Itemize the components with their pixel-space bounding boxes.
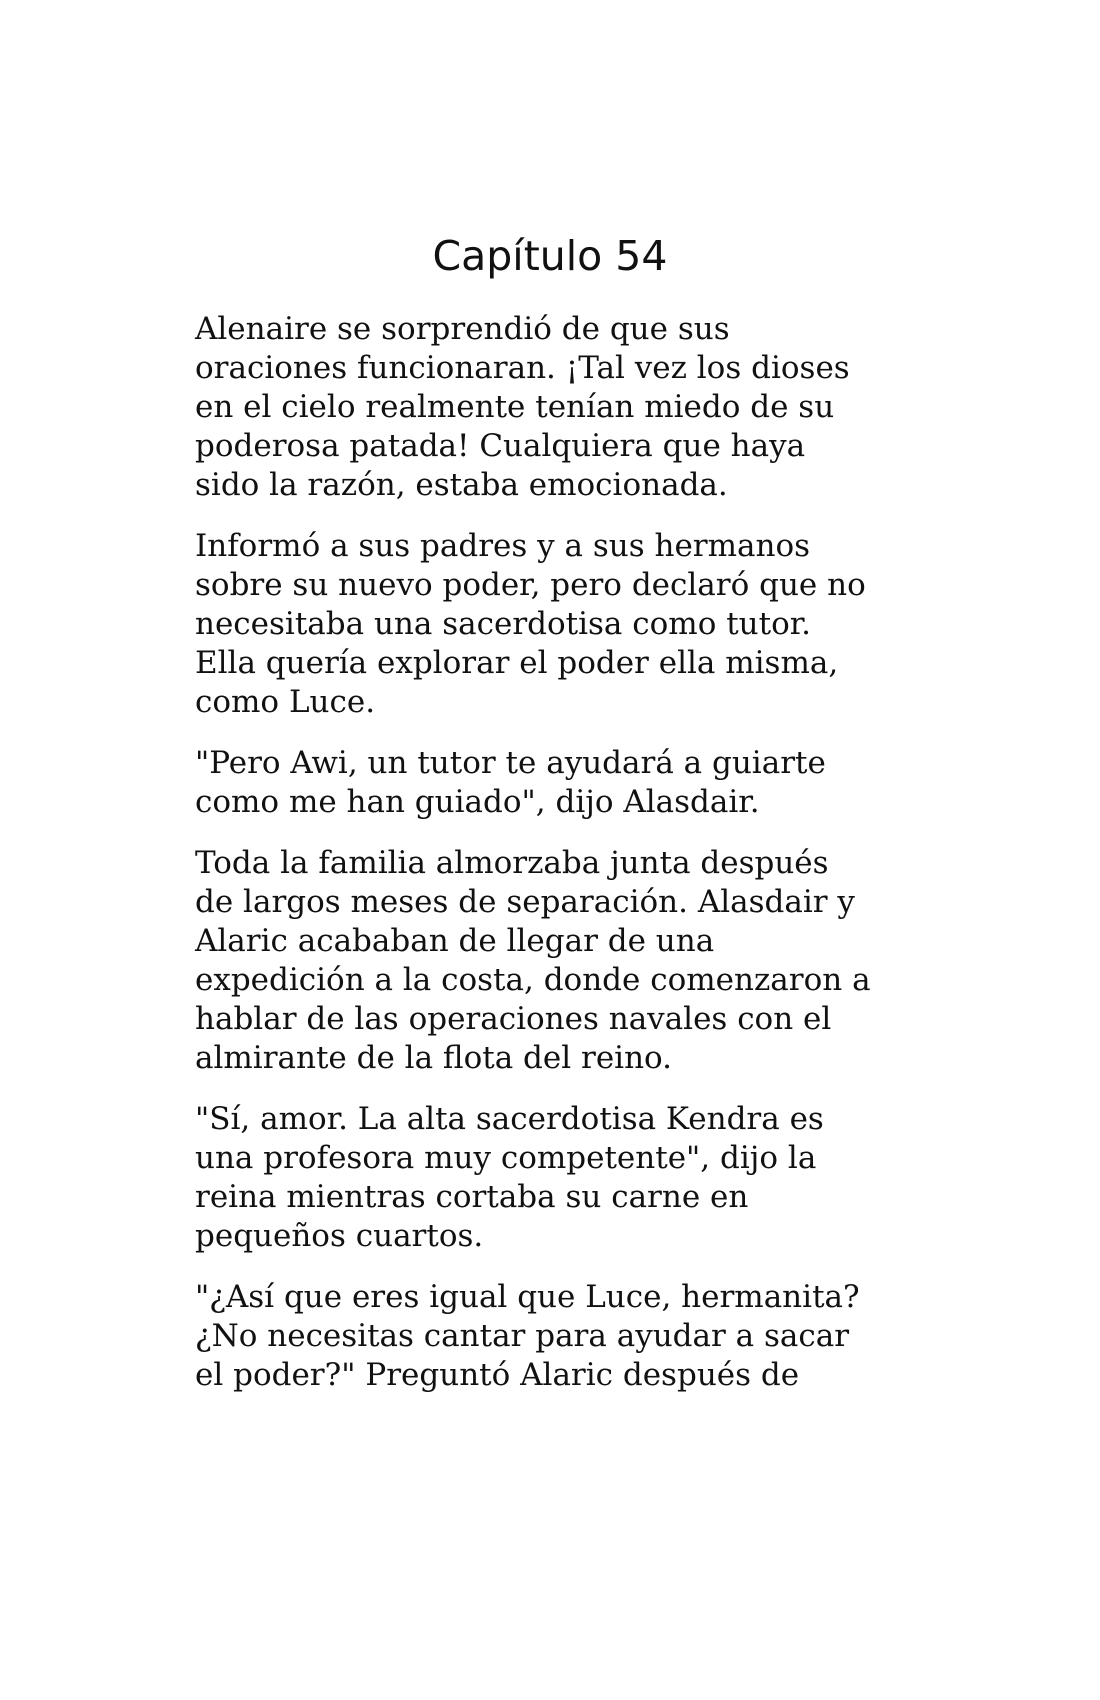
text-line: de largos meses de separación. Alasdair y (195, 884, 855, 920)
text-line: "Sí, amor. La alta sacerdotisa Kendra es (195, 1101, 824, 1137)
text-line: sido la razón, estaba emocionada. (195, 467, 728, 503)
text-line: Alenaire se sorprendió de que sus (195, 311, 730, 347)
text-line: una profesora muy competente", dijo la (195, 1140, 817, 1176)
text-line: almirante de la flota del reino. (195, 1040, 673, 1076)
chapter-body (195, 310, 925, 1417)
text-line: hablar de las operaciones navales con el (195, 1001, 832, 1037)
text-line: Informó a sus padres y a sus hermanos (195, 528, 811, 564)
text-line: "¿Así que eres igual que Luce, hermanita? (195, 1279, 860, 1315)
paragraph (195, 1100, 925, 1256)
text-line: como me han guiado", dijo Alasdair. (195, 784, 760, 820)
text-line: en el cielo realmente tenían miedo de su (195, 389, 835, 425)
text-line: sobre su nuevo poder, pero declaró que no (195, 567, 866, 603)
text-line: el poder?" Preguntó Alaric después de (195, 1357, 800, 1393)
text-line: pequeños cuartos. (195, 1218, 484, 1254)
paragraph (195, 1278, 925, 1395)
paragraph (195, 527, 925, 722)
text-line: reina mientras cortaba su carne en (195, 1179, 749, 1215)
text-line: necesitaba una sacerdotisa como tutor. (195, 606, 812, 642)
text-line: como Luce. (195, 684, 376, 720)
text-line: ¿No necesitas cantar para ayudar a sacar (195, 1318, 850, 1354)
text-line: Ella quería explorar el poder ella misma, (195, 645, 839, 681)
text-line: "Pero Awi, un tutor te ayudará a guiarte (195, 745, 826, 781)
text-line: Toda la familia almorzaba junta después (195, 845, 829, 881)
paragraph (195, 844, 925, 1078)
chapter-title: Capítulo 54 (432, 232, 668, 280)
text-line: Alaric acababan de llegar de una (195, 923, 715, 959)
paragraph (195, 310, 925, 505)
paragraph (195, 744, 925, 822)
text-line: poderosa patada! Cualquiera que haya (195, 428, 806, 464)
text-line: oraciones funcionaran. ¡Tal vez los dioses (195, 350, 850, 386)
text-line: expedición a la costa, donde comenzaron a (195, 962, 871, 998)
